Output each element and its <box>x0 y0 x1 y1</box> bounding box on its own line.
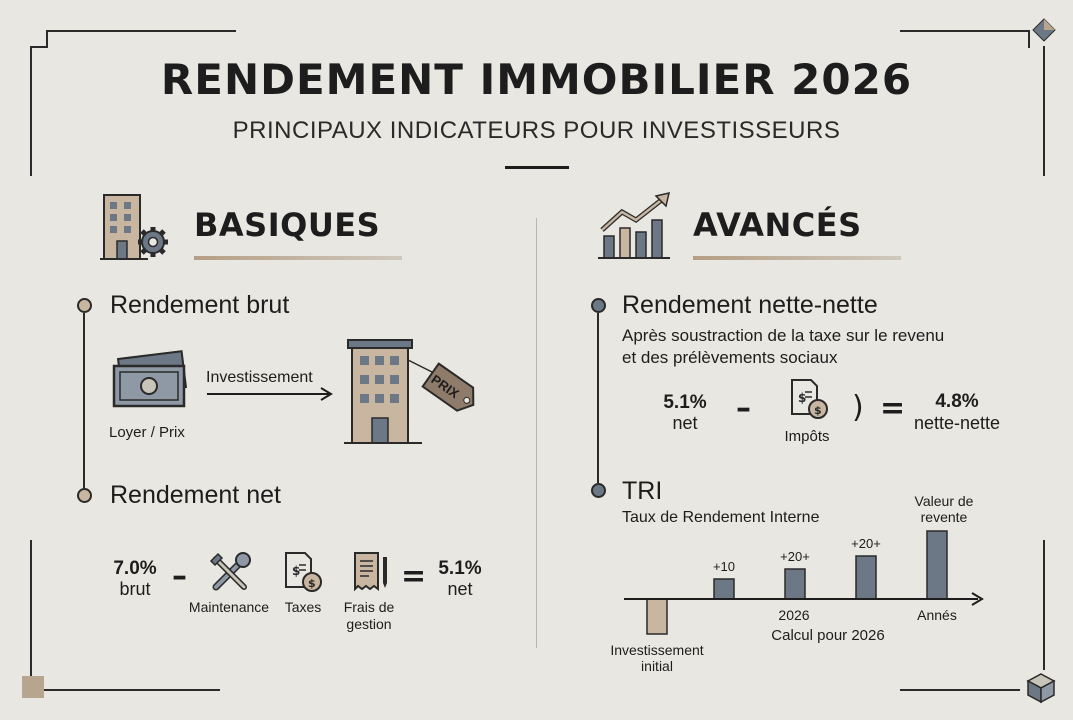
taxes-label: Taxes <box>284 599 322 615</box>
arrow-label: Investissement <box>206 369 313 386</box>
management-fees-label-line2: gestion <box>346 616 392 632</box>
section-heading-basics: BASIQUES <box>194 206 381 244</box>
net-net-desc-line2: et des prélèvements sociaux <box>622 348 838 367</box>
resale-label-line2: revente <box>920 509 968 525</box>
net-result-unit: net <box>447 579 473 599</box>
tri-bar-4 <box>927 531 947 599</box>
equals-sign: = <box>401 559 427 594</box>
net-yield-title: Rendement net <box>110 481 281 509</box>
gross-unit: brut <box>119 579 151 599</box>
net-net-result-value: 4.8% <box>935 391 979 412</box>
tri-bar-3 <box>856 556 876 599</box>
minus-sign: – <box>172 559 187 594</box>
price-tag-label: PRIX <box>428 371 462 402</box>
section-heading-advanced: AVANCÉS <box>693 206 862 244</box>
tri-bar-label-1: +10 <box>712 559 736 574</box>
net-net-left-value: 5.1% <box>663 392 707 413</box>
tri-bar-label-3: +20+ <box>851 536 881 551</box>
gross-value: 7.0% <box>113 558 157 579</box>
net-net-left-unit: net <box>672 413 698 433</box>
tri-bar-label-2: +20+ <box>780 549 810 564</box>
chart-caption: Calcul pour 2026 <box>771 627 885 644</box>
initial-investment-label-line1: Investissement <box>610 642 704 658</box>
maintenance-label: Maintenance <box>188 599 270 615</box>
net-net-desc-line1: Après soustraction de la taxe sur le revenu <box>622 326 945 345</box>
closing-paren: ) <box>852 390 864 425</box>
net-net-yield-title: Rendement nette-nette <box>622 291 878 319</box>
tri-bar-1 <box>714 579 734 599</box>
page-subtitle: PRINCIPAUX INDICATEURS POUR INVESTISSEURS <box>232 117 841 144</box>
svg-text:$: $ <box>814 404 822 417</box>
svg-text:$: $ <box>292 564 301 578</box>
net-net-minus-sign: – <box>736 391 751 426</box>
net-net-result-unit: nette-nette <box>913 413 1001 433</box>
gross-yield-title: Rendement brut <box>110 291 290 319</box>
management-fees-label-line1: Frais de <box>343 599 395 615</box>
tri-bar-0 <box>647 599 667 634</box>
net-result-value: 5.1% <box>438 558 482 579</box>
tri-bar-2 <box>785 569 805 599</box>
page-title: RENDEMENT IMMOBILIER 2026 <box>160 55 913 104</box>
svg-text:$: $ <box>308 577 316 590</box>
resale-label-line1: Valeur de <box>914 493 974 509</box>
svg-text:$: $ <box>798 391 807 405</box>
money-label: Loyer / Prix <box>109 424 185 441</box>
x-tick-2026: 2026 <box>778 607 810 623</box>
x-axis-end-label: Annés <box>917 607 957 623</box>
initial-investment-label-line2: initial <box>641 658 673 674</box>
tri-title: TRI <box>622 477 663 505</box>
taxes-label-advanced: Impôts <box>784 428 830 445</box>
net-net-equals-sign: = <box>880 391 906 426</box>
tri-desc: Taux de Rendement Interne <box>622 509 820 526</box>
